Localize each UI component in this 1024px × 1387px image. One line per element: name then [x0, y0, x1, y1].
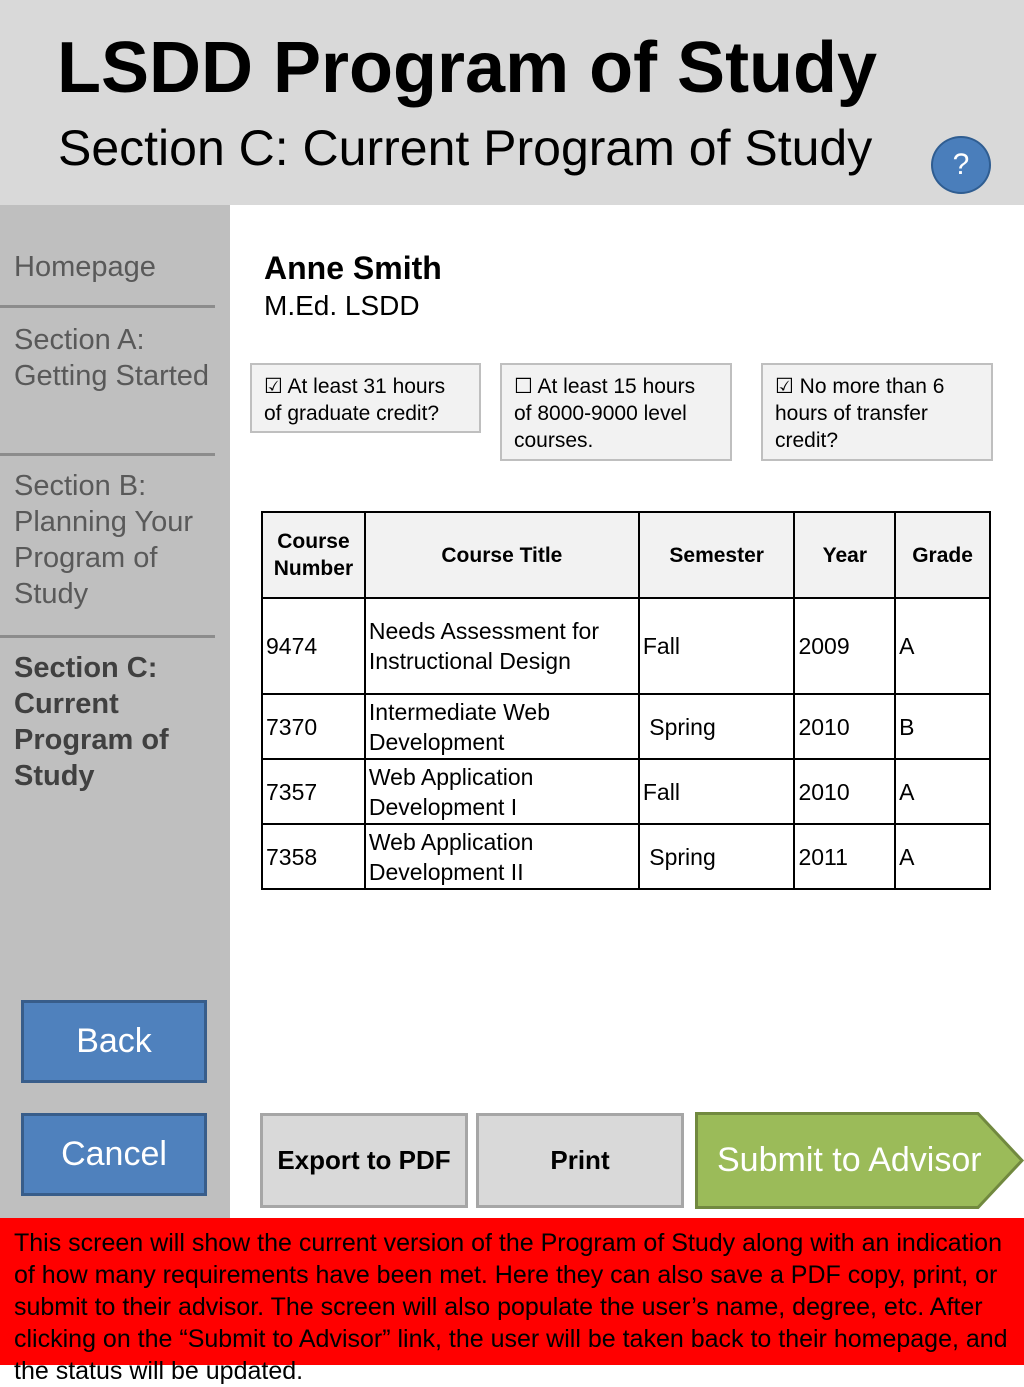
page-title: LSDD Program of Study: [57, 28, 878, 108]
help-button[interactable]: ?: [931, 136, 991, 194]
cell-semester: Fall: [639, 598, 795, 694]
cell-course-number: 7358: [262, 824, 365, 889]
course-table: [261, 511, 991, 890]
column-header: Course Number: [262, 512, 365, 598]
sidebar: [0, 205, 230, 1218]
nav-divider: [0, 453, 215, 456]
table-row: [262, 759, 990, 824]
cell-semester: Spring: [639, 824, 795, 889]
cell-course-number: 7357: [262, 759, 365, 824]
submit-label: Submit to Advisor: [717, 1141, 982, 1179]
cell-course-number: 7370: [262, 694, 365, 759]
cell-course-title: Intermediate Web Development: [365, 694, 639, 759]
nav-divider: [0, 635, 215, 638]
cell-grade: A: [895, 824, 990, 889]
nav-divider: [0, 305, 215, 308]
requirement-graduate-credit: ☑ At least 31 hours of graduate credit?: [250, 363, 481, 433]
annotation-note: This screen will show the current version of the Program of Study along with an indication of how many requirements have been met. Here they can also save a PDF copy, print, or submit to their advisor. The screen will also populate the user’s name, degree, etc. After clicking on the “Submit to Advisor” link, the user will be taken back to their homepage, and the status will be updated.: [0, 1218, 1024, 1365]
page-header: [0, 0, 1024, 205]
print-button[interactable]: Print: [476, 1113, 684, 1208]
cell-year: 2009: [794, 598, 895, 694]
export-pdf-button[interactable]: Export to PDF: [260, 1113, 468, 1208]
cell-grade: A: [895, 759, 990, 824]
cell-course-number: 9474: [262, 598, 365, 694]
requirement-level-courses: ☐ At least 15 hours of 8000-9000 level courses.: [500, 363, 732, 461]
cell-grade: B: [895, 694, 990, 759]
column-header: Grade: [895, 512, 990, 598]
table-row: [262, 598, 990, 694]
cell-course-title: Needs Assessment for Instructional Design: [365, 598, 639, 694]
student-degree: M.Ed. LSDD: [264, 290, 420, 321]
cell-year: 2011: [794, 824, 895, 889]
sidebar-item-section-c[interactable]: Section C: Current Program of Study: [14, 652, 169, 792]
table-header-row: [262, 512, 990, 598]
column-header: Semester: [639, 512, 795, 598]
requirement-transfer-credit: ☑ No more than 6 hours of transfer credit?: [761, 363, 993, 461]
back-button[interactable]: Back: [21, 1000, 207, 1083]
cell-semester: Spring: [639, 694, 795, 759]
cell-semester: Fall: [639, 759, 795, 824]
column-header: Course Title: [365, 512, 639, 598]
sidebar-item-section-a[interactable]: Section A: Getting Started: [14, 324, 210, 392]
student-name: Anne Smith: [264, 250, 442, 286]
submit-to-advisor-button[interactable]: [695, 1112, 1024, 1209]
cell-course-title: Web Application Development II: [365, 824, 639, 889]
sidebar-item-section-b[interactable]: Section B: Planning Your Program of Study: [14, 470, 193, 610]
cell-course-title: Web Application Development I: [365, 759, 639, 824]
cancel-button[interactable]: Cancel: [21, 1113, 207, 1196]
column-header: Year: [794, 512, 895, 598]
cell-year: 2010: [794, 694, 895, 759]
cell-grade: A: [895, 598, 990, 694]
table-row: [262, 694, 990, 759]
sidebar-item-homepage[interactable]: Homepage: [14, 251, 156, 283]
cell-year: 2010: [794, 759, 895, 824]
table-row: [262, 824, 990, 889]
page-subtitle: Section C: Current Program of Study: [58, 120, 873, 176]
